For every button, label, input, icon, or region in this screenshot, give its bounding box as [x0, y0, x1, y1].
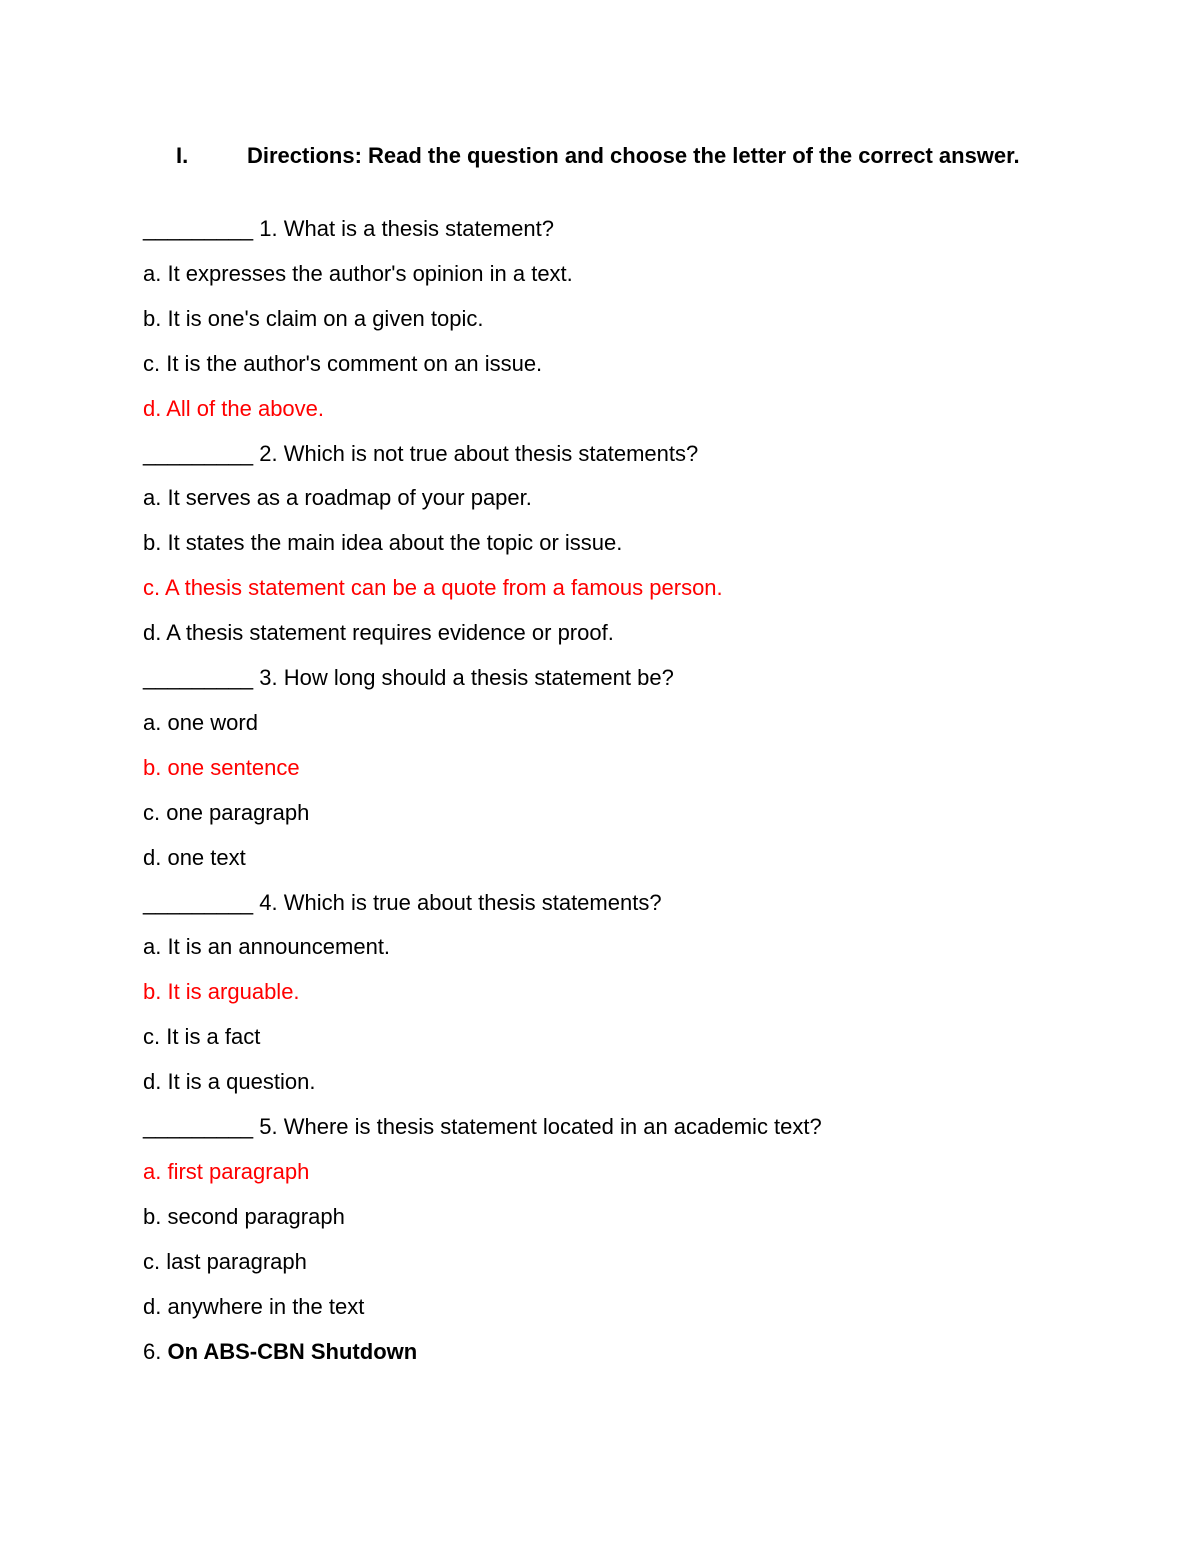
answer-blank[interactable]: _________ [143, 889, 254, 915]
option-2-c: c. A thesis statement can be a quote from a famous person. [143, 575, 723, 601]
question-1 [143, 216, 554, 242]
directions-text: Directions: Read the question and choose the letter of the correct answer. [247, 143, 1020, 168]
question-prompt: 4. Which is true about thesis statements? [259, 889, 662, 915]
answer-blank[interactable]: _________ [143, 665, 254, 690]
option-4-a: a. It is an announcement. [143, 934, 391, 960]
option-5-c: c. last paragraph [143, 1248, 307, 1274]
item-6-title: On ABS-CBN Shutdown [167, 1338, 418, 1364]
option-4-c: c. It is a fact [143, 1024, 261, 1050]
answer-blank[interactable]: _________ [143, 1114, 254, 1139]
option-2-a: a. It serves as a roadmap of your paper. [143, 485, 532, 511]
question-3 [143, 665, 674, 691]
option-3-b: b. one sentence [143, 754, 300, 780]
answer-blank[interactable]: _________ [143, 440, 254, 466]
directions-heading [143, 141, 1057, 170]
question-prompt: 1. What is a thesis statement? [259, 216, 554, 241]
item-6-number: 6. [143, 1338, 162, 1364]
option-3-d: d. one text [143, 844, 246, 870]
option-4-b: b. It is arguable. [143, 979, 300, 1005]
question-2 [143, 441, 698, 467]
question-5 [143, 1114, 822, 1140]
item-6-heading [143, 1339, 417, 1365]
option-5-b: b. second paragraph [143, 1203, 345, 1229]
option-2-b: b. It states the main idea about the topic or issue. [143, 530, 623, 556]
question-prompt: 5. Where is thesis statement located in an academic text? [259, 1114, 822, 1139]
option-2-d: d. A thesis statement requires evidence or proof. [143, 620, 614, 646]
option-1-d: d. All of the above. [143, 395, 325, 421]
question-4 [143, 890, 662, 916]
option-5-a: a. first paragraph [143, 1158, 310, 1184]
option-3-a: a. one word [143, 709, 258, 735]
section-number: I. [176, 143, 189, 168]
answer-blank[interactable]: _________ [143, 216, 254, 241]
option-3-c: c. one paragraph [143, 799, 310, 825]
option-5-d: d. anywhere in the text [143, 1293, 365, 1319]
option-1-a: a. It expresses the author's opinion in a text. [143, 260, 573, 286]
question-prompt: 3. How long should a thesis statement be? [259, 665, 674, 690]
option-1-c: c. It is the author's comment on an issue. [143, 350, 543, 376]
option-1-b: b. It is one's claim on a given topic. [143, 305, 484, 331]
option-4-d: d. It is a question. [143, 1069, 316, 1095]
question-prompt: 2. Which is not true about thesis statements? [259, 440, 699, 466]
